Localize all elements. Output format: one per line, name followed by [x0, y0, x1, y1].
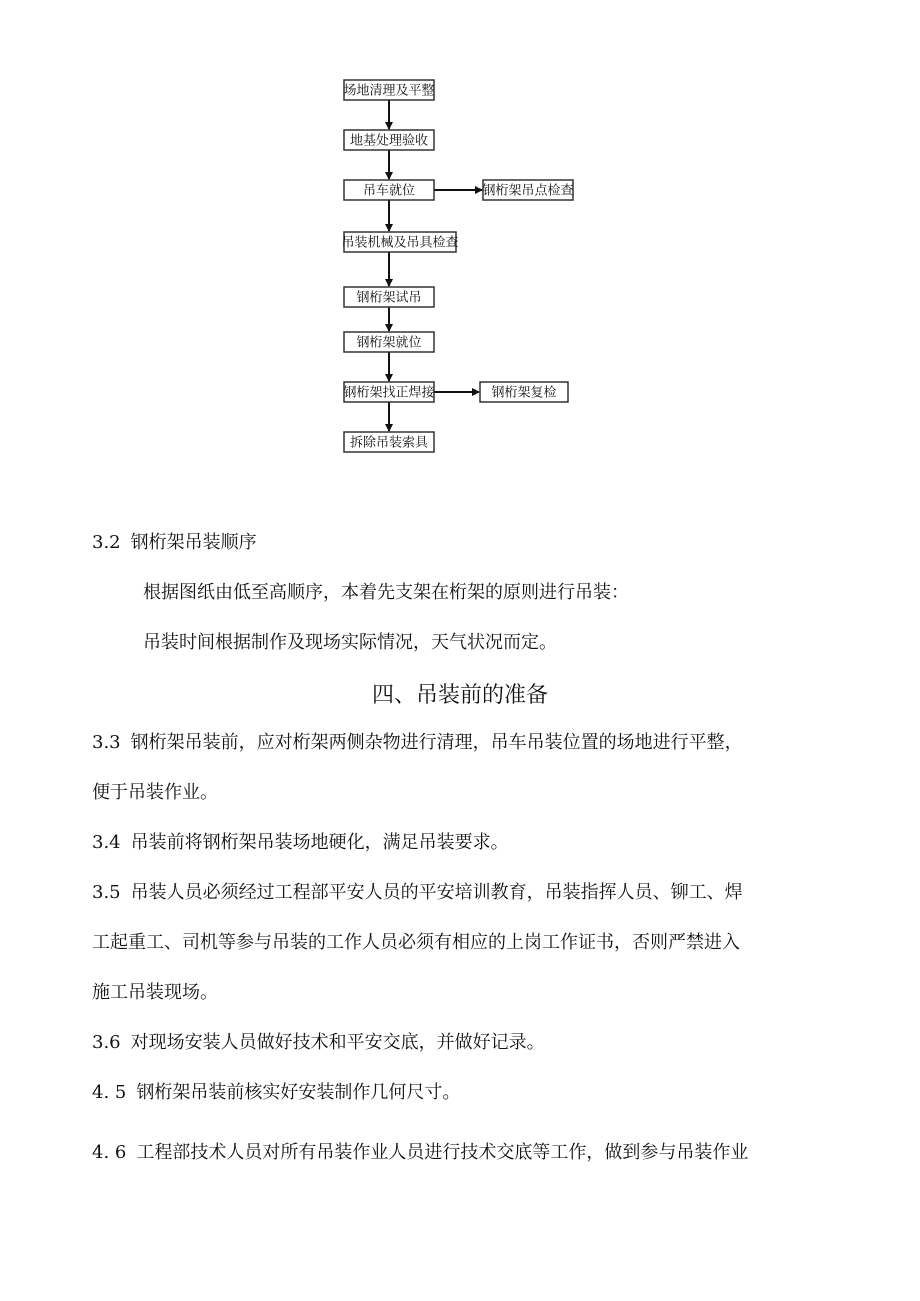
flowchart-box-label: 吊车就位	[362, 183, 416, 199]
paragraph-sequence: 根据图纸由低至高顺序，本着先支架在桁架的原则进行吊装：	[143, 582, 629, 603]
section-3-4	[92, 830, 509, 856]
section-3-5-cont-2: 施工吊装现场。	[92, 982, 218, 1003]
flowchart-box-label: 钢桁架找正焊接	[343, 385, 435, 401]
flowchart-step-3	[344, 180, 434, 200]
section-number: 4. 6	[92, 1142, 127, 1163]
section-text: 工程部技术人员对所有吊装作业人员进行技术交底等工作，做到参与吊装作业	[136, 1142, 749, 1163]
section-text: 钢桁架吊装前，应对桁架两侧杂物进行清理，吊车吊装位置的场地进行平整，	[130, 732, 743, 753]
section-text: 对现场安装人员做好技术和平安交底，并做好记录。	[130, 1032, 545, 1053]
section-3-5-cont-1: 工起重工、司机等参与吊装的工作人员必须有相应的上岗工作证书，否则严禁进入	[92, 932, 740, 953]
flowchart-step-8	[344, 432, 434, 452]
section-title: 钢桁架吊装顺序	[130, 532, 257, 553]
flowchart-boxes	[341, 80, 573, 452]
flowchart-side-step	[482, 180, 573, 200]
section-3-2	[92, 530, 257, 556]
section-number: 3.4	[92, 832, 121, 853]
flowchart-box-label: 地基处理验收	[349, 133, 429, 149]
section-number: 3.5	[92, 882, 121, 903]
section-number: 3.6	[92, 1032, 121, 1053]
paragraph-timing: 吊装时间根据制作及现场实际情况，天气状况而定。	[143, 632, 557, 653]
flowchart-box-label: 钢桁架吊点检查	[482, 183, 574, 199]
section-4-5	[92, 1080, 460, 1106]
section-text: 吊装人员必须经过工程部平安人员的平安培训教育，吊装指挥人员、铆工、焊	[130, 882, 743, 903]
flowchart-box-label: 吊装机械及吊具检查	[341, 235, 459, 251]
section-number: 3.3	[92, 732, 121, 753]
section-number: 4. 5	[92, 1082, 127, 1103]
section-3-3-cont: 便于吊装作业。	[92, 782, 218, 803]
section-3-3	[92, 730, 743, 756]
section-text: 钢桁架吊装前核实好安装制作几何尺寸。	[136, 1082, 461, 1103]
flowchart-box-label: 拆除吊装索具	[349, 435, 429, 451]
chapter-heading: 四、吊装前的准备	[371, 683, 548, 708]
flowchart-step-7	[343, 382, 434, 402]
flowchart-step-2	[344, 130, 434, 150]
flowchart-box-label: 钢桁架复检	[491, 385, 557, 401]
flowchart-box-label: 钢桁架试吊	[356, 290, 422, 306]
flowchart-step-4	[341, 232, 458, 252]
section-3-5	[92, 880, 743, 906]
flowchart-step-6	[344, 332, 434, 352]
section-4-6	[92, 1140, 748, 1166]
flowchart-box-label: 场地清理及平整	[343, 83, 435, 99]
flowchart	[0, 0, 920, 480]
section-text: 吊装前将钢桁架吊装场地硬化，满足吊装要求。	[130, 832, 509, 853]
section-number: 3.2	[92, 532, 121, 553]
flowchart-box-label: 钢桁架就位	[356, 335, 422, 351]
section-3-6	[92, 1030, 545, 1056]
flowchart-step-5	[344, 287, 434, 307]
flowchart-step-1	[343, 80, 434, 100]
flowchart-side-step	[480, 382, 568, 402]
